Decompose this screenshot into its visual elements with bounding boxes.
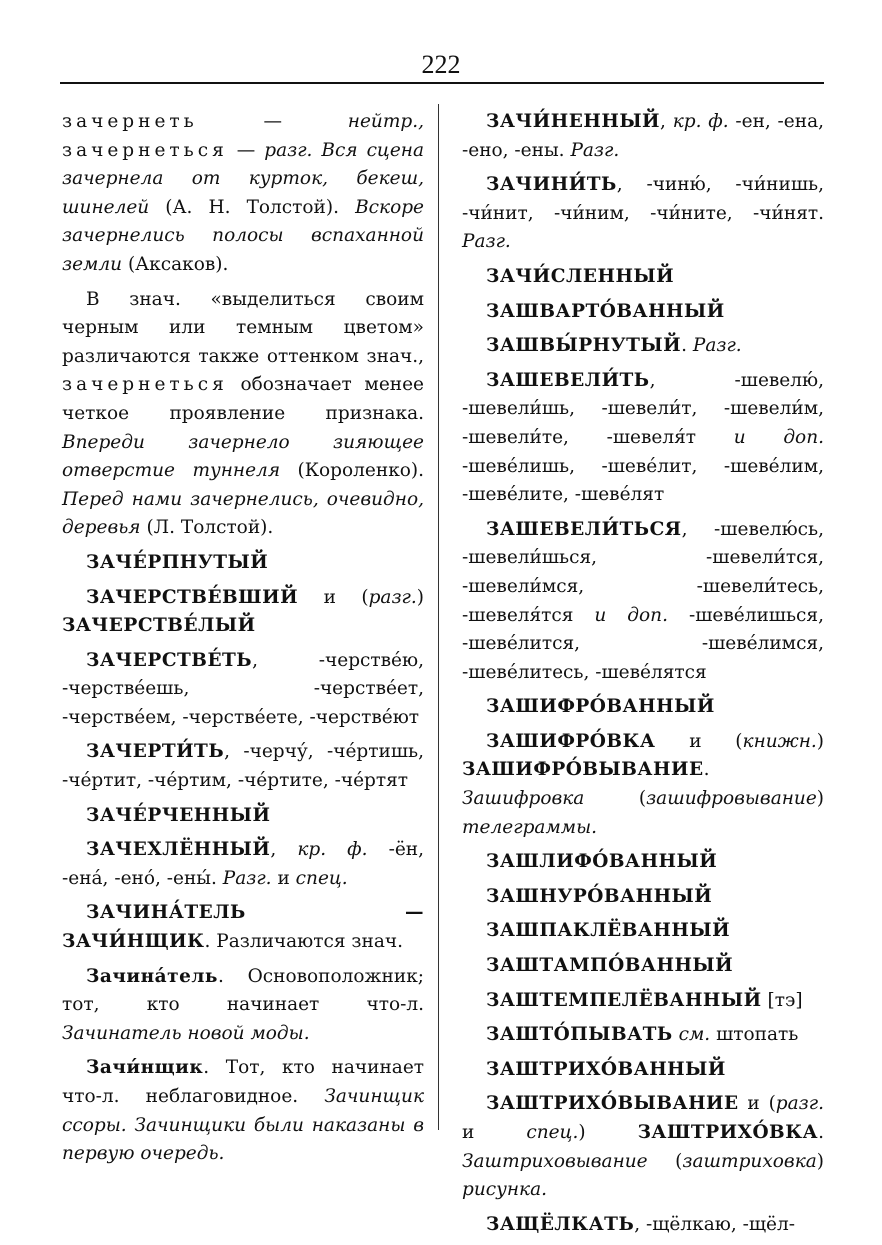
entry-text: , [270,839,298,861]
italic-text: Зашифровка [462,788,585,810]
dictionary-entry [462,171,824,257]
dictionary-entry [62,738,424,795]
headword: ЗАЧИ́НЕННЫЙ [486,111,661,132]
headword: ЗАШТЕМПЕЛЁВАННЫЙ [486,989,762,1011]
headword: ЗАШВЫ́РНУТЫЙ [486,335,682,357]
dictionary-entry [462,516,824,688]
entry-text: — [197,111,348,132]
headword: ЗАШЕВЕЛИ́ТЬСЯ [486,518,682,540]
italic-text: кр. ф. [297,839,368,861]
entry-text: . [818,1122,824,1143]
dictionary-entry [62,108,424,280]
entry-text: ) [578,1122,638,1143]
italic-text: кр. ф. [672,111,729,132]
dictionary-entry [462,952,824,981]
entry-text: ься [183,139,228,161]
dictionary-entry [462,693,824,722]
headword: ЗАЧЕ́РПНУТЫЙ [86,551,269,573]
entry-text: (Л. Толстой). [140,517,274,539]
dictionary-entry [62,899,424,956]
entry-text: , -чиню́, -чи́нишь, -чи́нит, -чи́ним, -чи́ните, -чи́нят. [462,174,824,224]
headword: ЗАЧЕ́РЧЕННЫЙ [86,804,271,826]
headword: ЗАЧИНИ́ТЬ [486,174,617,196]
italic-text: Зачинщик ссоры. Зачинщики были наказаны в первую очередь. [62,1086,424,1165]
entry-text: ) [816,788,824,810]
headword: Зачи́нщик [86,1057,204,1079]
italic-text: заштриховка [682,1150,817,1172]
entry-text: -шеве́лишься, -шеве́лится, -шеве́лимся, -шеве́литесь, -шеве́лятся [462,604,824,683]
entry-text: , -шевелю́сь, -шевели́шься, -шевели́тся, -шевели́мся, -шевели́тесь, -шевеля́тся [462,518,824,626]
entry-text: , -щёлкаю, -щёл- [634,1213,795,1235]
entry-text: . [703,759,710,781]
italic-text: разг. [368,586,417,608]
entry-text: ) [816,1150,824,1172]
entry-text: и ( [738,1093,776,1115]
entry-text: (Аксаков). [122,253,229,275]
dictionary-entry [62,1054,424,1168]
entry-text: и [462,1122,527,1143]
entry-text: . [681,335,693,357]
entry-text: ( [647,1150,683,1172]
dictionary-entry [462,1056,824,1085]
entry-text: зачерне [62,139,170,161]
headword: ЗАШПАКЛЁВАННЫЙ [486,920,731,942]
entry-text: штопать [710,1024,799,1046]
headword: ЗАШТРИХО́ВКА [637,1122,819,1143]
headword: ЗАШВАРТО́ВАННЫЙ [486,300,725,322]
entry-text: -ён, -ена́, -ено́, -ены́. [62,839,425,889]
entry-text: и ( [655,730,743,752]
headword: ЗАЧИ́СЛЕННЫЙ [486,265,675,287]
italic-text: Зачинатель новой моды. [62,1022,310,1044]
italic-text: зашифровывание [646,788,817,810]
dictionary-entry [462,298,824,327]
dictionary-entry [462,917,824,946]
headword: ЗАШТРИХО́ВАННЫЙ [486,1058,726,1080]
entry-text: и ( [298,586,369,608]
dictionary-entry [62,584,424,641]
headword: ЗАЧЕРСТВЕ́ТЬ [86,649,253,671]
italic-text: и доп. [594,604,668,626]
entry-text: т [169,139,184,161]
headword: ЗАШНУРО́ВАННЫЙ [486,885,713,907]
italic-text: и доп. [733,426,824,448]
italic-text: Разг. [222,867,272,889]
entry-text: (А. Н. Толстой). [149,196,356,218]
entry-text: . Основоположник; тот, кто начинает что-л. [62,965,424,1016]
left-column [62,108,424,1175]
dictionary-entry [462,728,824,842]
headword: Зачина́тель [86,965,218,987]
headword: ЗАЧЕРТИ́ТЬ [86,741,225,763]
dictionary-entry [462,1021,824,1050]
entry-text: [тэ] [761,989,803,1011]
headword: ЗАЧЕРСТВЕ́ЛЫЙ [62,615,256,637]
entry-text: (Короленко). [280,460,424,482]
italic-text: разг. [775,1093,824,1115]
italic-text: Разг. [462,231,511,253]
dictionary-entry [62,802,424,831]
headword: ЗАЩЁЛКАТЬ [486,1213,635,1235]
entry-text: зачернеться [62,374,228,396]
dictionary-entry [462,848,824,877]
italic-text: разг. Вся сцена зачернела от курток, бекеш, шинелей [62,139,425,218]
italic-text: телеграммы. [462,816,598,838]
entry-text: ) [816,730,824,752]
entry-text: . Тот, кто начинает что-л. неблаговидное. [62,1057,424,1107]
dictionary-entry [462,883,824,912]
italic-text: см. [678,1024,711,1046]
headword: ЗАЧЕРСТВЕ́ВШИЙ [86,586,299,608]
entry-text: — [227,139,265,161]
italic-text: Вскоре зачернелись полосы вспаханной земли [62,196,424,275]
italic-text: рисунка. [462,1179,547,1201]
entry-text: ( [584,788,647,810]
headword: ЗАШИФРО́ВАННЫЙ [486,696,715,718]
dictionary-entry [462,1211,824,1240]
entry-text: . Различаются знач. [204,931,403,953]
dictionary-entry [462,367,824,510]
dictionary-entry [462,332,824,361]
headword: ЗАЧЕХЛЁННЫЙ [86,839,271,861]
entry-text: ) [416,586,424,608]
italic-text: Разг. [692,335,742,357]
headword: ЗАШТАМПО́ВАННЫЙ [486,955,734,977]
entry-text: обозначает менее четкое проявление признака. [62,374,424,424]
dictionary-entry [462,263,824,292]
dictionary-entry [62,963,424,1049]
dictionary-entry [462,108,824,165]
headword: ЗАШЛИФО́ВАННЫЙ [486,851,718,873]
right-column [462,108,824,1245]
headword: ЗАШТО́ПЫВАТЬ [486,1024,673,1046]
italic-text: спец. [295,867,348,889]
dictionary-entry [62,549,424,578]
entry-text: , -шевелю́, -шевели́шь, -шевели́т, -шевели́м, -шевели́те, -шевеля́т [462,369,824,448]
entry-text: зачернеть [62,111,198,132]
dictionary-entry [62,836,424,893]
italic-text: Перед нами зачернелись, очевидно, деревья [62,488,424,539]
page-number: 222 [421,50,461,79]
headword: ЗАЧИНА́ТЕЛЬ — ЗАЧИ́НЩИК [62,902,424,953]
column-divider [438,104,439,1130]
dictionary-entry [462,987,824,1016]
entry-text: -ен, -ена, -ено, -ены. [462,111,824,161]
italic-text: Разг. [570,139,620,161]
italic-text: нейтр., [347,111,424,132]
dictionary-entry [62,647,424,733]
entry-text: и [271,867,296,889]
italic-text: книжн. [742,730,817,752]
headword: ЗАШИФРО́ВКА [486,730,656,752]
entry-text: -шеве́лишь, -шеве́лит, -шеве́лим, -шеве́лите, -шеве́лят [462,455,824,506]
headword: ЗАШТРИХО́ВЫВАНИЕ [486,1093,739,1115]
italic-text: спец. [526,1122,579,1143]
dictionary-entry [62,286,424,543]
entry-text: , [660,111,673,132]
dictionary-entry [462,1090,824,1204]
entry-text: , -черчу́, -че́ртишь, -че́ртит, -че́ртим, -че́ртите, -че́ртят [62,741,424,792]
italic-text: Заштриховывание [462,1150,648,1172]
headword: ЗАШИФРО́ВЫВАНИЕ [462,759,704,781]
entry-text: В знач. «выделиться своим черным или темным цветом» различаются также оттенком знач., [62,288,424,367]
italic-text: Впереди зачернело зияющее отверстие туннеля [62,431,424,482]
headword: ЗАШЕВЕЛИ́ТЬ [486,369,650,391]
header-rule [60,82,824,84]
entry-text: , -черстве́ю, -черстве́ешь, -черстве́ет, -черстве́ем, -черстве́ете, -черстве́ют [62,649,424,728]
